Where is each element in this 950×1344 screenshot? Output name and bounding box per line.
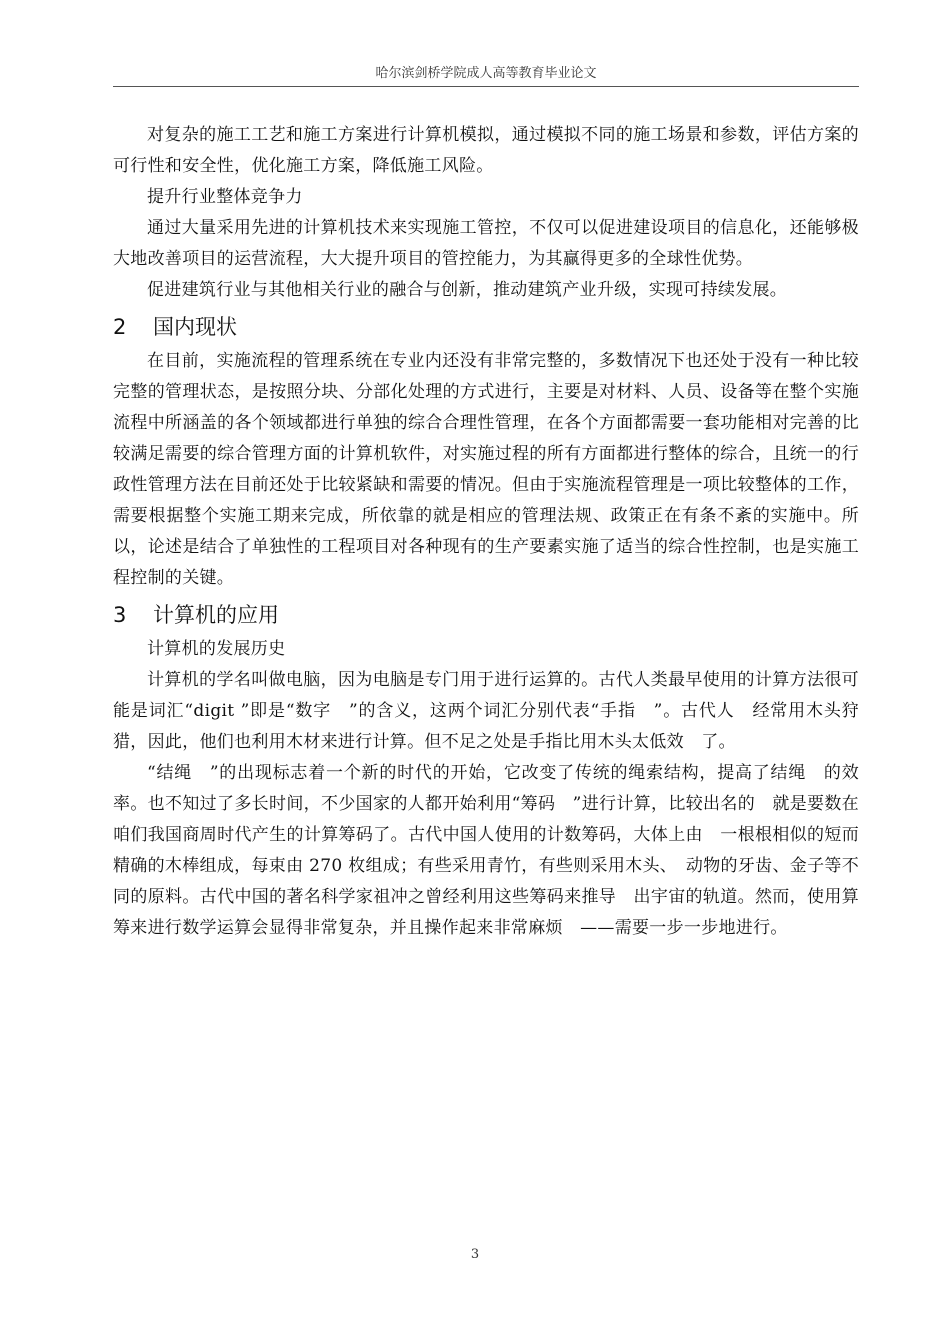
paragraph-information: 通过大量采用先进的计算机技术来实现施工管控，不仅可以促进建设项目的信息化，还能够极大地改善项目的运营流程，大大提升项目的管控能力，为其赢得更多的全球性优势。 (113, 218, 859, 269)
running-header: 哈尔滨剑桥学院成人高等教育毕业论文 (375, 66, 597, 81)
paragraph-simulation: 对复杂的施工工艺和施工方案进行计算机模拟，通过模拟不同的施工场景和参数，评估方案的可行性和安全性，优化施工方案，降低施工风险。 (113, 125, 859, 176)
section-number: 2 (113, 315, 127, 339)
section-heading-computer (113, 600, 859, 630)
section-title: 计算机的应用 (153, 603, 279, 627)
paragraph-counting-rods: “结绳 ”的出现标志着一个新的时代的开始，它改变了传统的绳索结构，提高了结绳 的效率。也不知过了多长时间，不少国家的人都开始利用“筹码 ”进行计算，比较出名的 就是要数在咱们我国商周时代产生的计算筹码了。古代中国人使用的计数筹码，大体上由 一根根相似的短而精确的木棒组成，每束由 270 枚组成；有些采用青竹，有些则采用木头、 动物的牙齿、金子等不同的原料。古代中国的著名科学家祖冲之曾经利用这些筹码来推导 出宇宙的轨道。然而，使用算筹来进行数学运算会显得非常复杂，并且操作起来非常麻烦 ——需要一步一步地进行。 (113, 763, 859, 938)
section-number: 3 (113, 603, 127, 627)
subheading-history: 计算机的发展历史 (147, 639, 286, 659)
page-number: 3 (470, 1247, 480, 1262)
subheading-competitiveness: 提升行业整体竞争力 (147, 187, 303, 207)
header-divider (113, 86, 859, 87)
page-body (113, 120, 859, 944)
paragraph-domestic-status: 在目前，实施流程的管理系统在专业内还没有非常完整的，多数情况下也还处于没有一种比较完整的管理状态，是按照分块、分部化处理的方式进行，主要是对材料、人员、设备等在整个实施流程中所涵盖的各个领域都进行单独的综合合理性管理，在各个方面都需要一套功能相对完善的比较满足需要的综合管理方面的计算机软件，对实施过程的所有方面都进行整体的综合，且统一的行政性管理方法在目前还处于比较紧缺和需要的情况。但由于实施流程管理是一项比较整体的工作，需要根据整个实施工期来完成，所依靠的就是相应的管理法规、政策正在有条不紊的实施中。所以，论述是结合了单独性的工程项目对各种现有的生产要素实施了适当的综合性控制，也是实施工程控制的关键。 (113, 351, 859, 588)
section-title: 国内现状 (153, 315, 237, 339)
paragraph-integration: 促进建筑行业与其他相关行业的融合与创新，推动建筑产业升级，实现可持续发展。 (147, 280, 788, 300)
paragraph-digit-origin: 计算机的学名叫做电脑，因为电脑是专门用于进行运算的。古代人类最早使用的计算方法很可能是词汇“digit ”即是“数字 ”的含义，这两个词汇分别代表“手指 ”。古代人 经常用木头狩猎，因此，他们也利用木材来进行计算。但不足之处是手指比用木头太低效 了。 (113, 670, 859, 752)
section-heading-domestic (113, 312, 859, 342)
